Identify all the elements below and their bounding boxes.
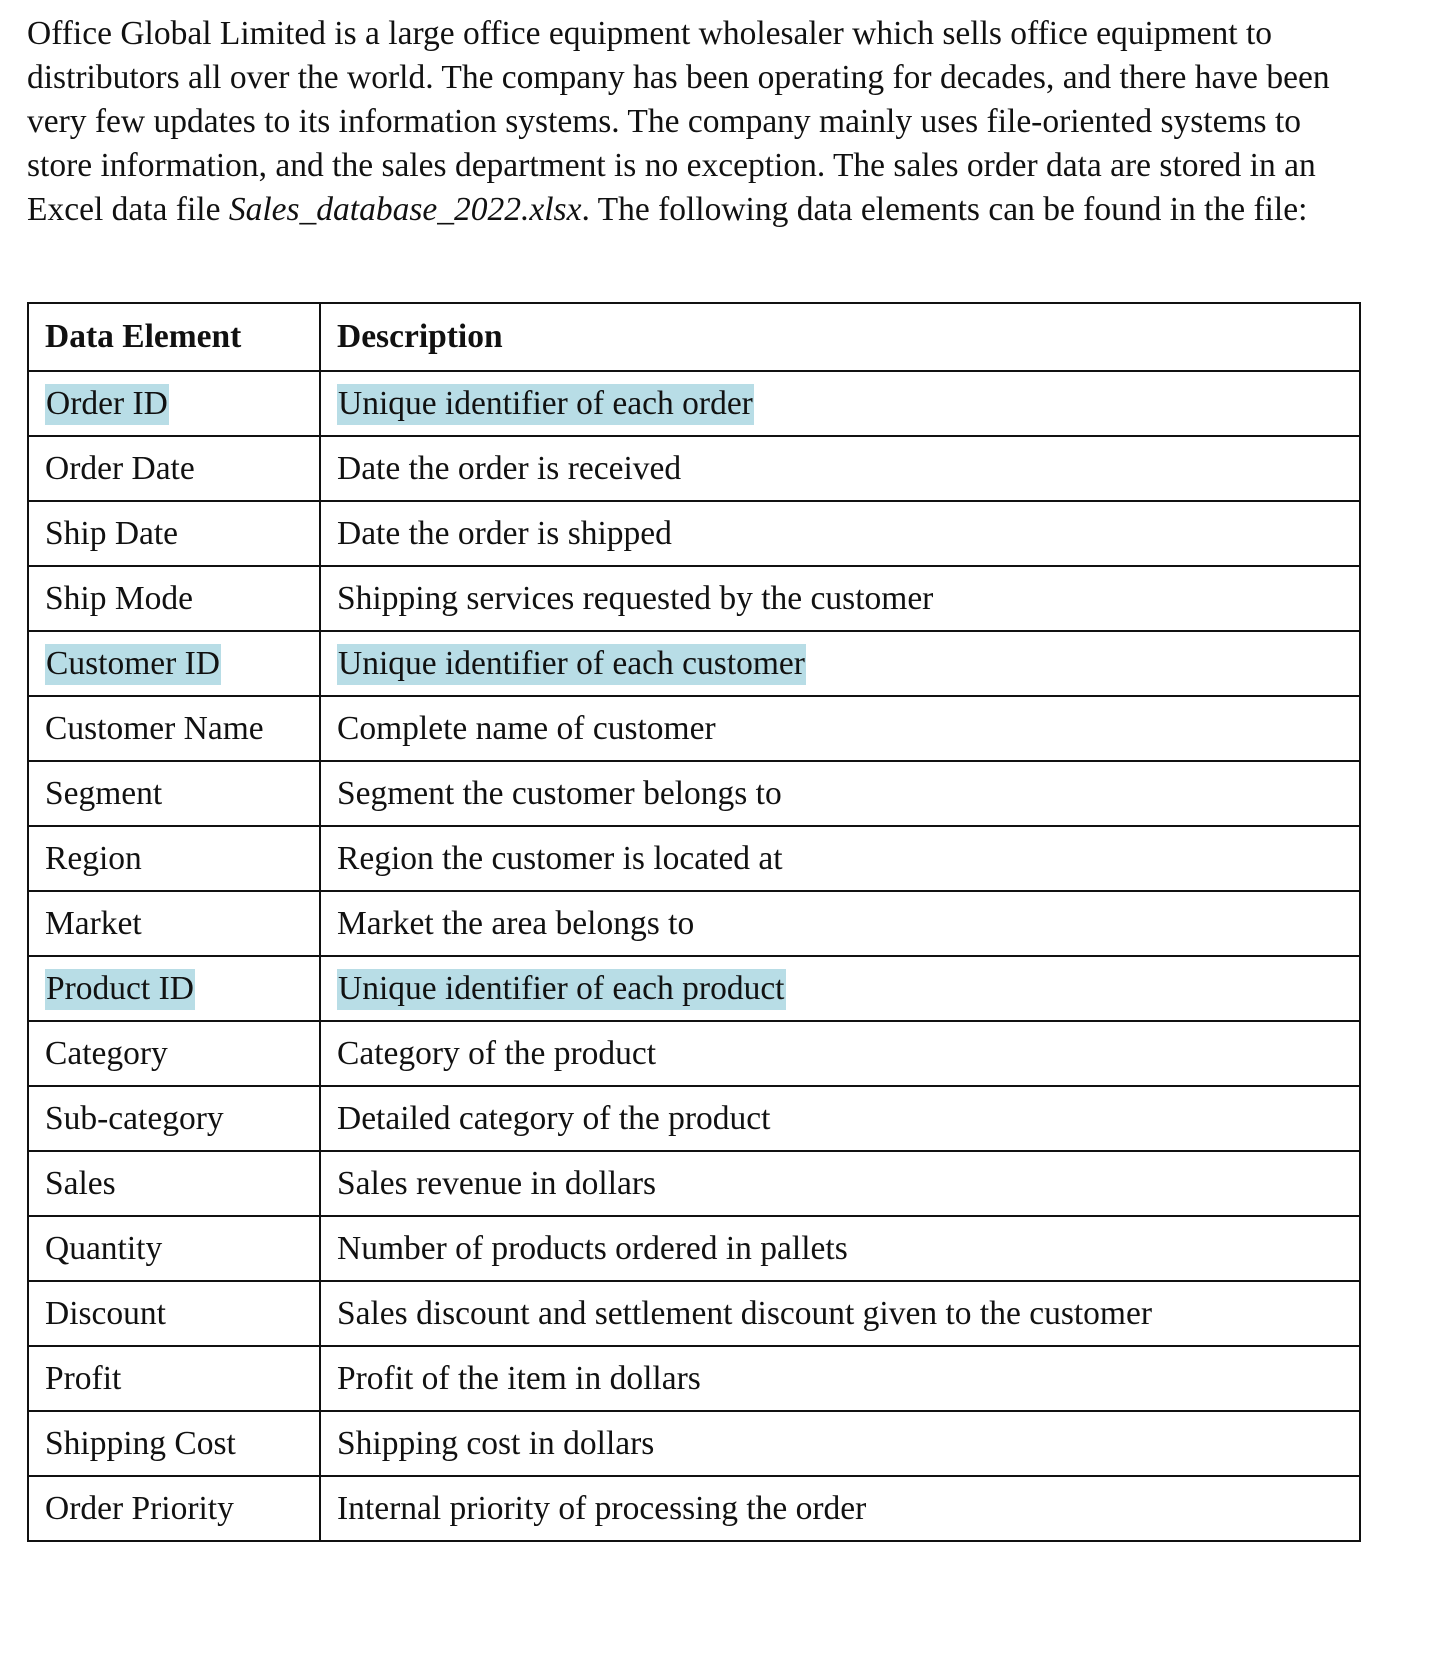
cell-data-element (28, 371, 320, 436)
table-header-row (28, 303, 1360, 371)
data-element-name: Order Date (45, 449, 195, 487)
cell-data-element (28, 631, 320, 696)
cell-data-element (28, 436, 320, 501)
table-row (28, 826, 1360, 891)
table-row (28, 696, 1360, 761)
data-element-name: Category (45, 1034, 168, 1072)
table-row (28, 761, 1360, 826)
data-element-name: Order ID (45, 384, 169, 425)
data-element-name: Customer Name (45, 709, 264, 747)
data-element-description: Date the order is shipped (337, 514, 672, 552)
data-element-name: Discount (45, 1294, 166, 1332)
cell-description (320, 891, 1360, 956)
data-element-name: Order Priority (45, 1489, 234, 1527)
cell-description (320, 1411, 1360, 1476)
table-row (28, 436, 1360, 501)
cell-description (320, 1151, 1360, 1216)
cell-data-element (28, 1216, 320, 1281)
header-data-element: Data Element (28, 303, 320, 371)
table-row (28, 1216, 1360, 1281)
cell-description (320, 1021, 1360, 1086)
cell-description (320, 826, 1360, 891)
data-element-name: Market (45, 904, 142, 942)
data-element-name: Shipping Cost (45, 1424, 236, 1462)
data-element-name: Segment (45, 774, 163, 812)
cell-data-element (28, 1086, 320, 1151)
table-row (28, 566, 1360, 631)
data-element-description: Region the customer is located at (337, 839, 783, 877)
cell-data-element (28, 1281, 320, 1346)
data-element-name: Ship Mode (45, 579, 193, 617)
table-row (28, 956, 1360, 1021)
cell-data-element (28, 1021, 320, 1086)
data-element-description: Unique identifier of each order (337, 384, 754, 425)
cell-description (320, 956, 1360, 1021)
cell-description (320, 1346, 1360, 1411)
data-element-name: Sales (45, 1164, 116, 1202)
cell-description (320, 1216, 1360, 1281)
table-row (28, 631, 1360, 696)
table-row (28, 1476, 1360, 1541)
table-row (28, 1411, 1360, 1476)
cell-description (320, 371, 1360, 436)
data-element-description: Profit of the item in dollars (337, 1359, 701, 1397)
data-element-name: Ship Date (45, 514, 179, 552)
file-name: Sales_database_2022.xlsx (228, 191, 582, 228)
data-elements-table (27, 302, 1361, 1542)
cell-description (320, 1476, 1360, 1541)
data-element-description: Detailed category of the product (337, 1099, 771, 1137)
data-element-description: Category of the product (337, 1034, 657, 1072)
data-element-description: Unique identifier of each product (337, 969, 786, 1010)
cell-data-element (28, 826, 320, 891)
cell-description (320, 501, 1360, 566)
data-element-name: Product ID (45, 969, 195, 1010)
intro-paragraph (27, 12, 1367, 232)
intro-text-after: . The following data elements can be found in the file: (581, 191, 1308, 228)
table-row (28, 1346, 1360, 1411)
table-row (28, 1021, 1360, 1086)
table-row (28, 501, 1360, 566)
data-element-description: Date the order is received (337, 449, 682, 487)
table-row (28, 1151, 1360, 1216)
data-element-description: Unique identifier of each customer (337, 644, 806, 685)
table-body (28, 371, 1360, 1541)
data-element-name: Profit (45, 1359, 122, 1397)
data-element-name: Region (45, 839, 142, 877)
table-row (28, 1086, 1360, 1151)
cell-description (320, 696, 1360, 761)
data-element-description: Shipping services requested by the customer (337, 579, 934, 617)
data-element-description: Sales discount and settlement discount given to the customer (337, 1294, 1153, 1332)
cell-description (320, 631, 1360, 696)
cell-data-element (28, 1151, 320, 1216)
data-element-description: Segment the customer belongs to (337, 774, 782, 812)
table-row (28, 891, 1360, 956)
data-element-name: Customer ID (45, 644, 221, 685)
data-element-name: Sub-category (45, 1099, 224, 1137)
data-element-description: Sales revenue in dollars (337, 1164, 657, 1202)
cell-description (320, 1086, 1360, 1151)
cell-data-element (28, 501, 320, 566)
cell-description (320, 761, 1360, 826)
cell-data-element (28, 566, 320, 631)
data-element-description: Market the area belongs to (337, 904, 695, 942)
cell-description (320, 566, 1360, 631)
data-element-name: Quantity (45, 1229, 163, 1267)
cell-data-element (28, 1411, 320, 1476)
cell-data-element (28, 696, 320, 761)
cell-data-element (28, 761, 320, 826)
cell-data-element (28, 956, 320, 1021)
cell-description (320, 1281, 1360, 1346)
table-row (28, 1281, 1360, 1346)
table-row (28, 371, 1360, 436)
header-description: Description (320, 303, 1360, 371)
cell-data-element (28, 1346, 320, 1411)
cell-description (320, 436, 1360, 501)
data-element-description: Shipping cost in dollars (337, 1424, 655, 1462)
data-element-description: Internal priority of processing the order (337, 1489, 867, 1527)
cell-data-element (28, 891, 320, 956)
intro-text-before: Office Global Limited is a large office equipment wholesaler which sells office equipment to distributors all over the world. The company has been operating for decades, and there have been very few updates to its information systems. The company mainly uses file-oriented systems to store information, and the sales department is no exception. The sales order data are stored in an Excel data file (27, 15, 1330, 228)
cell-data-element (28, 1476, 320, 1541)
data-element-description: Complete name of customer (337, 709, 716, 747)
data-element-description: Number of products ordered in pallets (337, 1229, 848, 1267)
